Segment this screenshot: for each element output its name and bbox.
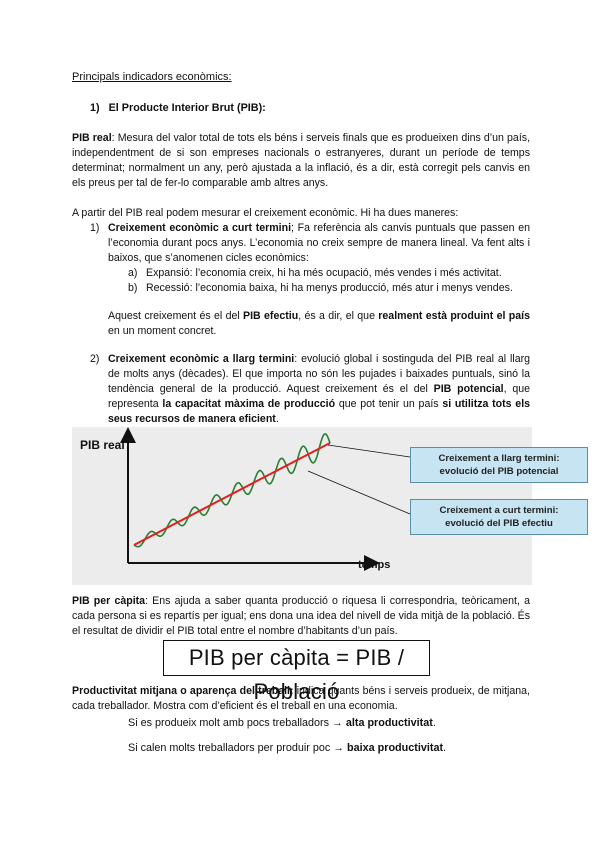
example-text: Si es produeix molt amb pocs treballadors → [128,717,346,729]
item1-label: Creixement econòmic a curt termini [108,222,292,234]
pib-real-paragraph [72,131,530,191]
item1-description: ; Fa referència als canvis puntuals que passen en l’economia durant pocs anys. L’economia no creix sempre de manera lineal. Va fent alts i baixos, que s’anomenen cicles econòmics: [108,222,530,264]
productivitat-term: Productivitat mitjana o aparença del treball: [72,685,294,697]
pib-capita-definition: : Ens ajuda a saber quanta producció o riquesa li correspondria, teòricament, a cada persona si es repartís per igual; ens dona una idea del nivell de vida mitjà de la població. És el resultat de dividir el PIB total entre el nombre d’habitants d’un país. [72,595,530,637]
item2-description: : evolució global i sostinguda del PIB real al llarg de molts anys (dècades). El que importa no són les pujades i baixades puntuals, sinó la tendència general de la producció. Aquest creixement és el del [108,353,531,395]
item1-closing [108,309,530,339]
section-number: 1) [90,102,100,114]
short-term-box-line: evolució del PIB efectiu [445,518,553,529]
closing-bold-realment: realment està produint el país [378,310,530,322]
item2-number: 2) [90,353,100,365]
pib-growth-figure [72,427,560,585]
productivitat-definition: indica quants béns i serveis produeix, de mitjana, cada treballador. Mostra com d’eficient és el treball en una economia. [72,685,530,712]
formula-box: PIB per càpita = PIB / Població [163,640,430,676]
section-heading [90,101,266,116]
pib-capita-term: PIB per càpita [72,595,146,607]
pib-capita-paragraph [72,594,530,639]
productivitat-paragraph [72,684,530,714]
x-axis-label: temps [358,559,391,571]
closing-text: en un moment concret. [108,325,217,337]
y-axis-label: PIB real [80,438,125,452]
pib-real-term: PIB real [72,132,112,144]
item2-label: Creixement econòmic a llarg termini [108,353,295,365]
item1-text [108,221,530,266]
sub-a-marker: a) [128,267,138,279]
example-bold: alta productivitat [345,717,433,729]
item2-description: , que representa [108,383,530,410]
item2-text [108,352,530,427]
sub-b-text: Recessió: l’economia baixa, hi ha menys producció, més atur i menys vendes. [146,282,513,294]
long-term-box-line: Creixement a llarg termini: [438,453,560,464]
example-bold: baixa productivitat [347,742,444,754]
page-title: Principals indicadors econòmics: [72,71,232,83]
item2-description: . [275,413,279,425]
connector-long [328,445,410,457]
pib-real-definition: : Mesura del valor total de tots els béns i serveis finals que es produeixen dins d’un país, independentment de si son empreses nacionals o estranyeres, durant un període de temps determinat; normalment un any, però ajustada a la inflació, és a dir, està corregit pels canvis en els preus per tal de fer-lo comparable amb altres anys. [72,132,531,189]
example-low [128,741,446,756]
connector-short [308,471,410,514]
example-text: . [443,742,447,754]
item2-description: que pot tenir un país [335,398,443,410]
section-title: El Producte Interior Brut (PIB): [108,102,266,114]
example-high [128,716,436,731]
short-term-box [410,499,588,535]
closing-text: Aquest creixement és el del [108,310,244,322]
short-term-box-line: Creixement a curt termini: [439,505,559,516]
sub-a-text: Expansió: l’economia creix, hi ha més ocupació, més vendes i més activitat. [146,267,502,279]
item2-bold-recursos: si utilitza tots els seus recursos de manera eficient [108,398,531,425]
long-term-box-line: evolució del PIB potencial [439,466,559,477]
example-text: Si calen molts treballadors per produir poc → [128,742,348,754]
trend-line [134,443,330,545]
sub-b-marker: b) [128,282,138,294]
item2-bold-capacitat: la capacitat màxima de producció [162,398,336,410]
item1-number: 1) [90,222,100,234]
closing-text: , és a dir, el que [298,310,379,322]
item2-bold-pib-potencial: PIB potencial [433,383,504,395]
long-term-box [410,447,588,483]
example-text: . [432,717,436,729]
intro-paragraph: A partir del PIB real podem mesurar el creixement econòmic. Hi ha dues maneres: [72,207,459,219]
closing-bold-pib-efectiu: PIB efectiu [243,310,299,322]
